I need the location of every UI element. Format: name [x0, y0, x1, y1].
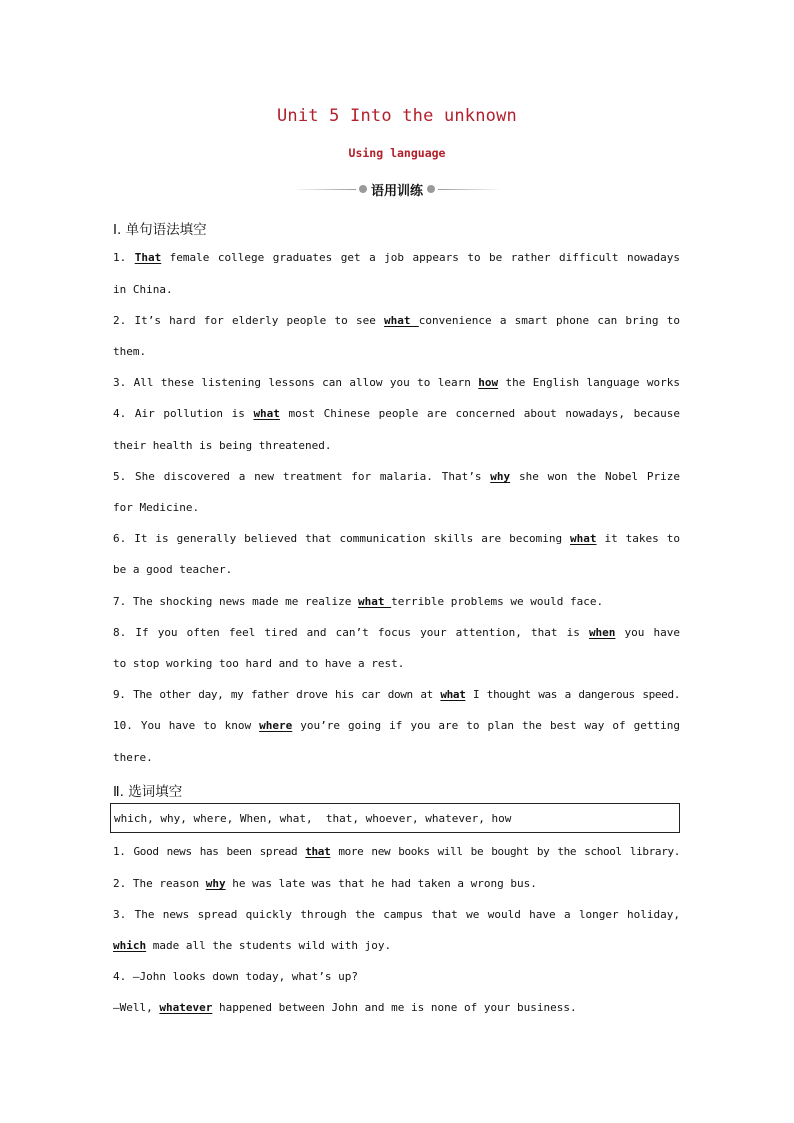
fill-answer-3: which	[113, 939, 147, 952]
fill-answer-4: whatever	[159, 1001, 213, 1014]
answer-5: why	[490, 470, 511, 483]
question-3-line-1: 3. All these listening lessons can allow you to learn how the English language works	[113, 376, 681, 389]
question-5-line-1: 5. She discovered a new treatment for malaria. That’s why she won the Nobel Prize	[113, 470, 680, 483]
word-bank-box: which, why, where, When, what, that, whoever, whatever, how	[110, 803, 680, 833]
question-2-line-1: 2. It’s hard for elderly people to see what convenience a smart phone can bring to	[113, 314, 680, 327]
banner-label: 语用训练	[370, 183, 423, 199]
question-4-line-2: their health is being threatened.	[113, 439, 332, 452]
banner-right-dot	[427, 185, 435, 193]
question-7-line-1: 7. The shocking news made me realize what terrible problems we would face.	[113, 595, 604, 608]
section-2-heading: Ⅱ. 选词填空	[113, 784, 183, 800]
answer-1: That	[134, 251, 162, 264]
fill-1-line-1: 1. Good news has been spread that more new books will be bought by the school library.	[113, 845, 681, 858]
question-4-line-1: 4. Air pollution is what most Chinese people are concerned about nowadays, because	[113, 407, 681, 420]
section-banner	[282, 179, 512, 199]
answer-8: when	[588, 626, 616, 639]
question-5-line-2: for Medicine.	[113, 501, 200, 514]
question-8-line-2: to stop working too hard and to have a rest.	[113, 657, 405, 670]
banner-right-rule	[438, 189, 502, 190]
page-title: Unit 5 Into the unknown	[276, 106, 517, 126]
question-10-line-1: 10. You have to know where you’re going if you are to plan the best way of getting	[113, 719, 680, 732]
fill-4-line-2: —Well, whatever happened between John and me is none of your business.	[113, 1001, 577, 1014]
page-subtitle: Using language	[348, 146, 446, 160]
question-2-line-2: them.	[113, 345, 147, 358]
answer-9: what	[440, 688, 466, 701]
question-1-line-2: in China.	[113, 283, 173, 296]
section-1-heading: Ⅰ. 单句语法填空	[113, 222, 207, 238]
fill-answer-1: that	[305, 845, 331, 858]
answer-10: where	[259, 719, 293, 732]
question-10-line-2: there.	[113, 751, 153, 764]
answer-2: what	[384, 314, 419, 327]
banner-left-rule	[292, 189, 356, 190]
answer-3: how	[478, 376, 499, 389]
fill-3-line-1: 3. The news spread quickly through the campus that we would have a longer holiday,	[113, 908, 680, 921]
question-8-line-1: 8. If you often feel tired and can’t focus your attention, that is when you have	[113, 626, 680, 639]
fill-4-line-1: 4. —John looks down today, what’s up?	[113, 970, 359, 983]
question-6-line-1: 6. It is generally believed that communication skills are becoming what it takes to	[113, 532, 680, 545]
fill-answer-2: why	[205, 877, 226, 890]
fill-2-line-1: 2. The reason why he was late was that he had taken a wrong bus.	[113, 877, 537, 890]
question-6-line-2: be a good teacher.	[113, 563, 233, 576]
answer-6: what	[570, 532, 597, 545]
banner-left-dot	[359, 185, 367, 193]
answer-7: what	[358, 595, 392, 608]
question-1-line-1: 1. That female college graduates get a job appears to be rather difficult nowadays	[113, 251, 680, 264]
answer-4: what	[253, 407, 280, 420]
question-9-line-1: 9. The other day, my father drove his car down at what I thought was a dangerous speed.	[113, 688, 680, 701]
fill-3-line-2: which made all the students wild with joy.	[113, 939, 392, 952]
